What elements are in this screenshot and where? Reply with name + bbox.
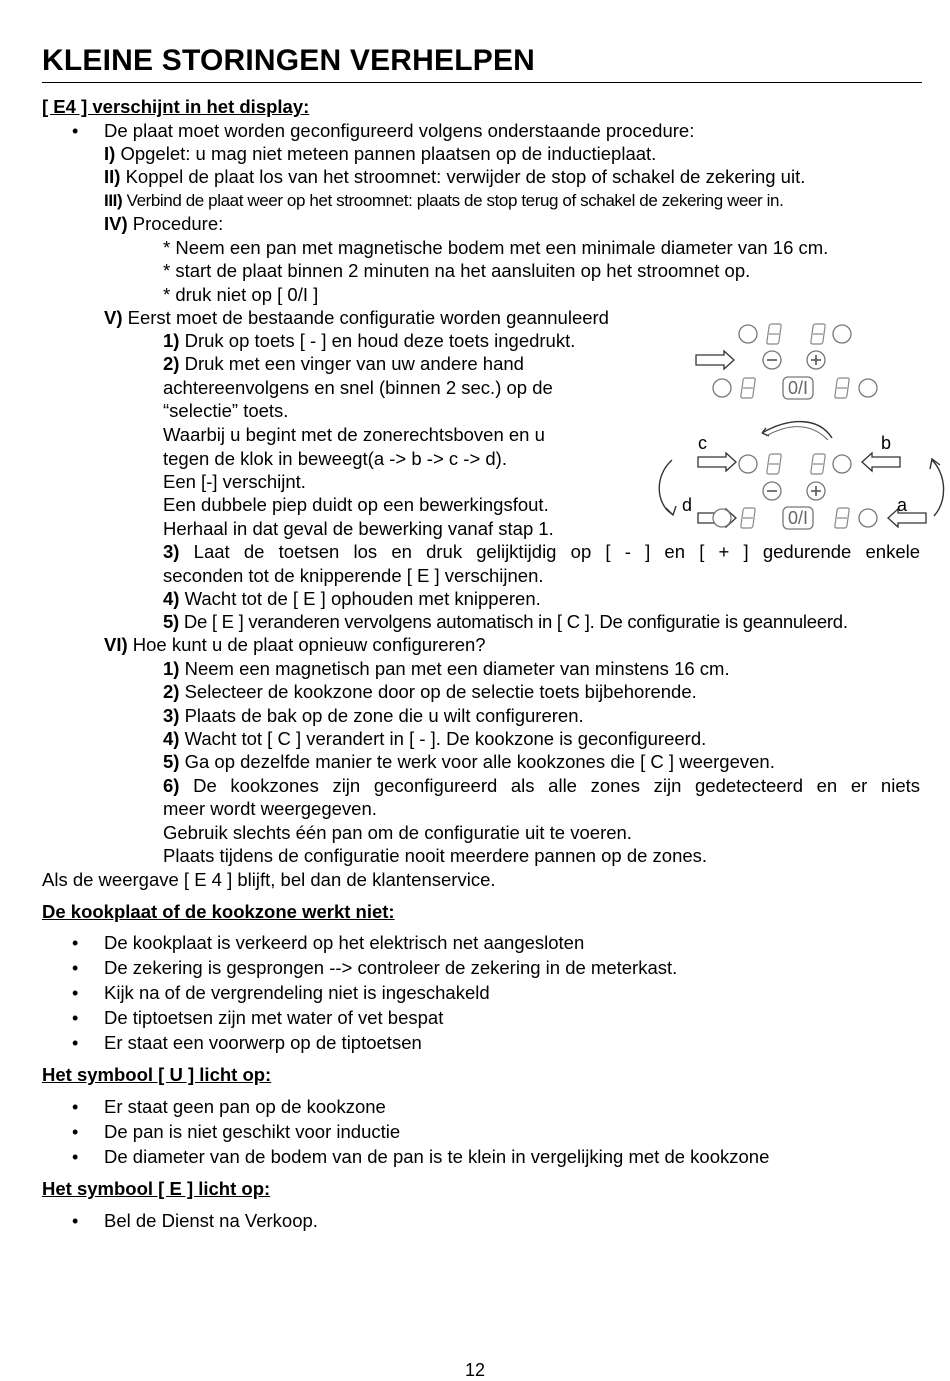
not-working-heading: De kookplaat of de kookzone werkt niet:: [42, 901, 395, 922]
substep-vi4: [163, 728, 706, 750]
step-text: Opgelet: u mag niet meteen pannen plaatsen op de inductieplaat.: [120, 143, 657, 164]
arrow-right-icon: [698, 453, 736, 471]
bullet-icon: •: [72, 933, 79, 953]
step-number: I): [104, 143, 116, 164]
list-item: De diameter van de bodem van de pan is te klein in vergelijking met de kookzone: [104, 1146, 770, 1167]
substep-vi2: [163, 681, 697, 703]
bottom-panel: [698, 453, 926, 529]
power-key-label: 0/I: [787, 378, 809, 398]
plus-key-icon: [807, 482, 825, 500]
plus-key-icon: [807, 351, 825, 369]
bullet-icon: •: [72, 1033, 79, 1053]
step-number: IV): [104, 213, 128, 234]
list-item: De zekering is gesprongen --> controleer de zekering in de meterkast.: [104, 957, 678, 978]
substep-text: Druk op toets [ - ] en houd deze toets ingedrukt.: [184, 330, 576, 351]
substep-number: 5): [163, 751, 180, 772]
step-v: [104, 307, 609, 329]
procedure-item: * Neem een pan met magnetische bodem met een minimale diameter van 16 cm.: [163, 237, 829, 258]
bullet-icon: •: [72, 1147, 79, 1167]
step-number: V): [104, 307, 123, 328]
step-vi: [104, 634, 486, 656]
bullet-icon: •: [72, 1097, 79, 1117]
step-text: Procedure:: [132, 213, 224, 234]
power-key-label: 0/I: [787, 508, 809, 528]
substep-text: Laat de toetsen los en druk gelijktijdig op [ - ] en [ + ] gedurende enkele: [193, 541, 921, 562]
substep-v2-line: Een dubbele piep duidt op een bewerkingsfout.: [163, 494, 549, 515]
note-line: Plaats tijdens de configuratie nooit meerdere pannen op de zones.: [163, 845, 708, 866]
list-item: Er staat geen pan op de kookzone: [104, 1096, 386, 1117]
list-item: De kookplaat is verkeerd op het elektrisch net aangesloten: [104, 932, 585, 953]
step-iv: [104, 213, 223, 235]
substep-text: Ga op dezelfde manier te werk voor alle kookzones die [ C ] weergeven.: [184, 751, 775, 772]
substep-number: 2): [163, 681, 180, 702]
list-item: Kijk na of de vergrendeling niet is ingeschakeld: [104, 982, 490, 1003]
arrow-left-icon: [862, 453, 900, 471]
zone-label-d: d: [682, 495, 693, 515]
substep-text: Selecteer de kookzone door op de selectie toets bijbehorende.: [184, 681, 697, 702]
top-panel: [696, 324, 877, 399]
substep-number: 1): [163, 330, 180, 351]
substep-number: 4): [163, 588, 180, 609]
substep-vi5: [163, 751, 775, 773]
substep-text: Neem een magnetisch pan met een diameter van minstens 16 cm.: [184, 658, 730, 679]
substep-text: Wacht tot de [ E ] ophouden met knipperen.: [184, 588, 541, 609]
bullet-icon: •: [72, 1122, 79, 1142]
substep-number: 4): [163, 728, 180, 749]
substep-vi1: [163, 658, 730, 680]
rotation-arrow-icon: [762, 422, 832, 438]
zone-label-a: a: [897, 495, 908, 515]
list-item: De pan is niet geschikt voor inductie: [104, 1121, 401, 1142]
substep-number: 6): [163, 775, 180, 796]
list-item: Er staat een voorwerp op de tiptoetsen: [104, 1032, 422, 1053]
substep-v2: [163, 353, 524, 375]
substep-v3: [163, 541, 920, 563]
substep-v2-line: tegen de klok in beweegt(a -> b -> c -> d).: [163, 448, 507, 469]
substep-text: De [ E ] veranderen vervolgens automatisch in [ C ]. De configuratie is geannuleerd.: [183, 611, 848, 632]
minus-key-icon: [763, 482, 781, 500]
substep-v2-line: “selectie” toets.: [163, 400, 289, 421]
zone-label-c: c: [698, 433, 707, 453]
page-title: KLEINE STORINGEN VERHELPEN: [42, 44, 536, 77]
substep-number: 1): [163, 658, 180, 679]
step-number: II): [104, 166, 121, 187]
substep-v2-line: achtereenvolgens en snel (binnen 2 sec.) op de: [163, 377, 553, 398]
arrow-right-icon: [696, 351, 734, 369]
substep-number: 3): [163, 705, 180, 726]
step-iii: [104, 190, 783, 212]
step-text: Verbind de plaat weer op het stroomnet: plaats de stop terug of schakel de zekering weer in.: [126, 191, 784, 210]
substep-v3-line: seconden tot de knipperende [ E ] verschijnen.: [163, 565, 544, 586]
step-text: Hoe kunt u de plaat opnieuw configureren?: [132, 634, 486, 655]
control-panel-diagram: [650, 318, 950, 540]
substep-v2-line: Een [-] verschijnt.: [163, 471, 306, 492]
step-text: Koppel de plaat los van het stroomnet: verwijder de stop of schakel de zekering uit.: [125, 166, 806, 187]
substep-text: Druk met een vinger van uw andere hand: [184, 353, 524, 374]
substep-v2-line: Herhaal in dat geval de bewerking vanaf stap 1.: [163, 518, 554, 539]
substep-number: 5): [163, 611, 179, 632]
step-i: [104, 143, 656, 165]
curved-arrow-right-icon: [932, 460, 944, 516]
substep-number: 3): [163, 541, 180, 562]
procedure-item: * druk niet op [ 0/I ]: [163, 284, 319, 305]
heading-part: ] licht op:: [182, 1064, 272, 1085]
list-item: De tiptoetsen zijn met water of vet bespat: [104, 1007, 444, 1028]
bullet-icon: •: [72, 121, 79, 141]
page-number: 12: [464, 1360, 486, 1380]
step-text: Eerst moet de bestaande configuratie worden geannuleerd: [127, 307, 609, 328]
substep-text: Wacht tot [ C ] verandert in [ - ]. De kookzone is geconfigureerd.: [184, 728, 707, 749]
symbol-u-heading: [42, 1064, 271, 1086]
symbol-u: U: [169, 1064, 183, 1085]
substep-v4: [163, 588, 541, 610]
substep-v5: [163, 611, 848, 633]
bullet-icon: •: [72, 983, 79, 1003]
heading-part: Het symbool [: [42, 1064, 170, 1085]
bullet-icon: •: [72, 1211, 79, 1231]
substep-vi6: [163, 775, 920, 797]
substep-v2-line: Waarbij u begint met de zonerechtsboven en u: [163, 424, 545, 445]
zone-label-b: b: [881, 433, 892, 453]
step-number: III): [104, 191, 123, 210]
substep-vi6-line: meer wordt weergegeven.: [163, 798, 377, 819]
title-rule: [42, 82, 922, 83]
closing-line: Als de weergave [ E 4 ] blijft, bel dan de klantenservice.: [42, 869, 496, 890]
symbol-e-heading: Het symbool [ E ] licht op:: [42, 1178, 271, 1199]
list-item: Bel de Dienst na Verkoop.: [104, 1210, 318, 1231]
bullet-icon: •: [72, 958, 79, 978]
e4-bullet-text: De plaat moet worden geconfigureerd volgens onderstaande procedure:: [104, 120, 695, 141]
bullet-icon: •: [72, 1008, 79, 1028]
note-line: Gebruik slechts één pan om de configuratie uit te voeren.: [163, 822, 632, 843]
substep-number: 2): [163, 353, 180, 374]
curved-arrow-left-icon: [659, 460, 672, 514]
e4-heading: [ E4 ] verschijnt in het display:: [42, 96, 310, 117]
substep-text: Plaats de bak op de zone die u wilt configureren.: [184, 705, 584, 726]
substep-text: De kookzones zijn geconfigureerd als alle zones zijn gedetecteerd en er niets: [193, 775, 920, 796]
substep-vi3: [163, 705, 584, 727]
substep-v1: [163, 330, 575, 352]
procedure-item: * start de plaat binnen 2 minuten na het aansluiten op het stroomnet op.: [163, 260, 751, 281]
step-ii: [104, 166, 805, 188]
step-number: VI): [104, 634, 128, 655]
minus-key-icon: [763, 351, 781, 369]
